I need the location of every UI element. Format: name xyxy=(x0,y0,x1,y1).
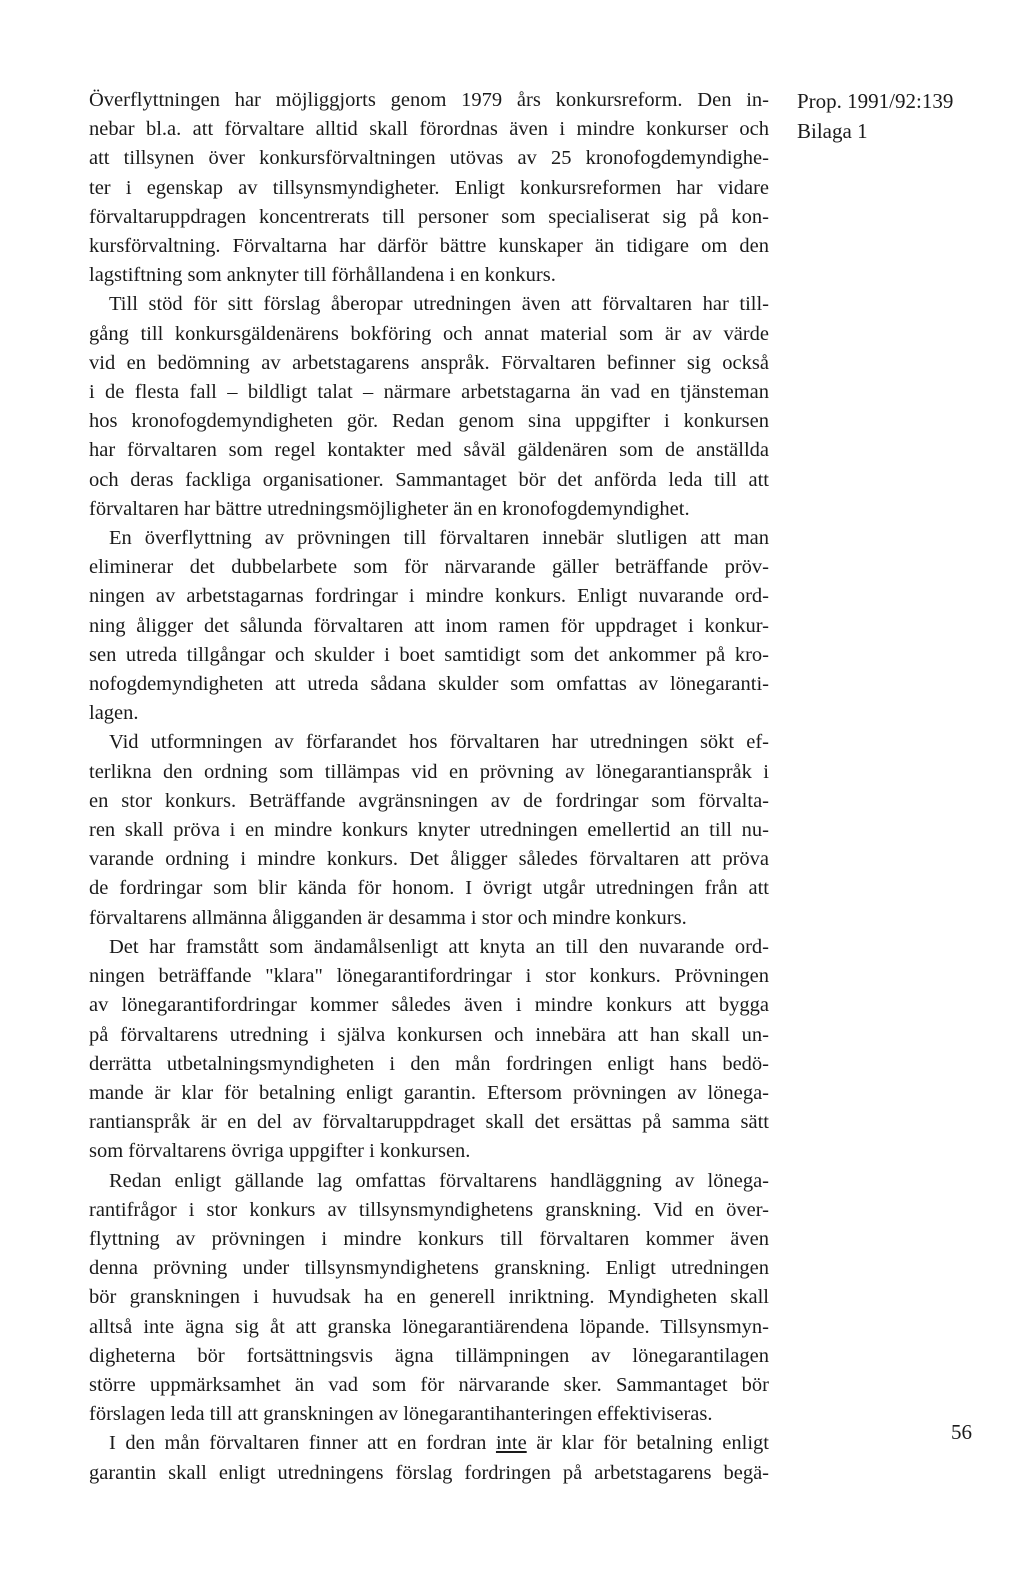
margin-reference xyxy=(797,86,953,146)
text-line: och deras fackliga organisationer. Sammantaget bör det anförda leda till att xyxy=(89,468,769,491)
text-line: I den mån förvaltaren finner att en fordran inte är klar för betalning enligt xyxy=(109,1432,769,1455)
page-number: 56 xyxy=(951,1420,972,1444)
text-line: ter i egenskap av tillsynsmyndigheter. Enligt konkursreformen har vidare xyxy=(89,176,769,199)
text-line: större uppmärksamhet än vad som för närvarande sker. Sammantaget bör xyxy=(89,1373,769,1396)
text-line: varande ordning i mindre konkurs. Det åligger således förvaltaren att pröva xyxy=(89,848,769,871)
text-line: mande är klar för betalning enligt garantin. Eftersom prövningen av lönega- xyxy=(89,1081,769,1104)
appendix-label: Bilaga 1 xyxy=(797,119,868,143)
text-line: i de flesta fall – bildligt talat – närmare arbetstagarna än vad en tjänsteman xyxy=(89,381,769,404)
text-line: rantifrågor i stor konkurs av tillsynsmyndighetens granskning. Vid en över- xyxy=(89,1198,769,1221)
text-line: Överflyttningen har möjliggjorts genom 1979 års konkursreform. Den in- xyxy=(89,89,769,111)
emphasis-underline: inte xyxy=(495,1432,527,1455)
text-line: denna prövning under tillsynsmyndighetens granskning. Enligt utredningen xyxy=(89,1257,769,1280)
text-line: de fordringar som blir kända för honom. I övrigt utgår utredningen från att xyxy=(89,877,769,900)
text-line: Det har framstått som ändamålsenligt att knyta an till den nuvarande ord- xyxy=(109,935,769,958)
text-line: rantianspråk är en del av förvaltaruppdraget skall det ersättas på samma sätt xyxy=(89,1111,769,1134)
text-line: förvaltaruppdragen koncentrerats till personer som specialiserat sig på kon- xyxy=(89,205,769,228)
text-line: garantin skall enligt utredningens förslag fordringen på arbetstagarens begä- xyxy=(89,1461,769,1484)
text-line: digheterna bör fortsättningsvis ägna tillämpningen av lönegarantilagen xyxy=(89,1344,769,1367)
text-line: förslagen leda till att granskningen av lönegarantihanteringen effektiviseras. xyxy=(89,1403,713,1426)
text-line: en stor konkurs. Beträffande avgränsningen av de fordringar som förvalta- xyxy=(89,789,769,812)
text-line: på förvaltarens utredning i själva konkursen och innebära att han skall un- xyxy=(89,1023,769,1046)
text-line: En överflyttning av prövningen till förvaltaren innebär slutligen att man xyxy=(109,527,769,550)
text-line: terlikna den ordning som tillämpas vid en prövning av lönegarantianspråk i xyxy=(89,760,769,783)
proposition-number: Prop. 1991/92:139 xyxy=(797,89,954,113)
text-line: eliminerar det dubbelarbete som för närvarande gäller beträffande pröv- xyxy=(89,556,769,579)
text-line: alltså inte ägna sig åt att granska lönegarantiärendena löpande. Tillsynsmyn- xyxy=(89,1315,769,1338)
text-line: av lönegarantifordringar kommer således även i mindre konkurs att bygga xyxy=(89,994,769,1017)
body-text xyxy=(89,86,769,1488)
text-line: ningen av arbetstagarnas fordringar i mindre konkurs. Enligt nuvarande ord- xyxy=(89,585,769,608)
text-line: som förvaltarens övriga uppgifter i konkursen. xyxy=(89,1140,471,1163)
text-line: förvaltaren har bättre utredningsmöjligheter än en kronofogdemyndighet. xyxy=(89,497,690,520)
text-line: vid en bedömning av arbetstagarens anspråk. Förvaltaren befinner sig också xyxy=(89,351,769,374)
text-line: sen utreda tillgångar och skulder i boet samtidigt som det ankommer på kro- xyxy=(89,643,769,666)
text-line: nebar bl.a. att förvaltare alltid skall förordnas även i mindre konkurser och xyxy=(89,118,769,141)
text-line: Till stöd för sitt förslag åberopar utredningen även att förvaltaren har till- xyxy=(109,293,769,316)
text-line: nofogdemyndigheten att utreda sådana skulder som omfattas av lönegaranti- xyxy=(89,673,769,696)
text-line: bör granskningen i huvudsak ha en generell inriktning. Myndigheten skall xyxy=(89,1286,769,1309)
text-line: lagen. xyxy=(89,702,139,725)
text-line: hos kronofogdemyndigheten gör. Redan genom sina uppgifter i konkursen xyxy=(89,410,769,433)
text-line: ning åligger det sålunda förvaltaren att inom ramen för uppdraget i konkur- xyxy=(89,614,769,637)
text-line: flyttning av prövningen i mindre konkurs till förvaltaren kommer även xyxy=(89,1227,769,1250)
text-line: gång till konkursgäldenärens bokföring och annat material som är av värde xyxy=(89,322,769,345)
text-line: Redan enligt gällande lag omfattas förvaltarens handläggning av lönega- xyxy=(109,1169,769,1192)
text-line: lagstiftning som anknyter till förhållandena i en konkurs. xyxy=(89,264,556,287)
text-line: förvaltarens allmänna åligganden är desamma i stor och mindre konkurs. xyxy=(89,906,687,929)
text-line: kursförvaltning. Förvaltarna har därför bättre kunskaper än tidigare om den xyxy=(89,235,769,258)
text-line: Vid utformningen av förfarandet hos förvaltaren har utredningen sökt ef- xyxy=(109,731,769,754)
text-line: ren skall pröva i en mindre konkurs knyter utredningen emellertid an till nu- xyxy=(89,819,769,842)
text-line: har förvaltaren som regel kontakter med såväl gäldenären som de anställda xyxy=(89,439,769,462)
text-line: ningen beträffande "klara" lönegarantifordringar i stor konkurs. Prövningen xyxy=(89,965,769,988)
text-line: derrätta utbetalningsmyndigheten i den mån fordringen enligt hans bedö- xyxy=(89,1052,769,1075)
text-line: att tillsynen över konkursförvaltningen utövas av 25 kronofogdemyndighe- xyxy=(89,147,769,170)
